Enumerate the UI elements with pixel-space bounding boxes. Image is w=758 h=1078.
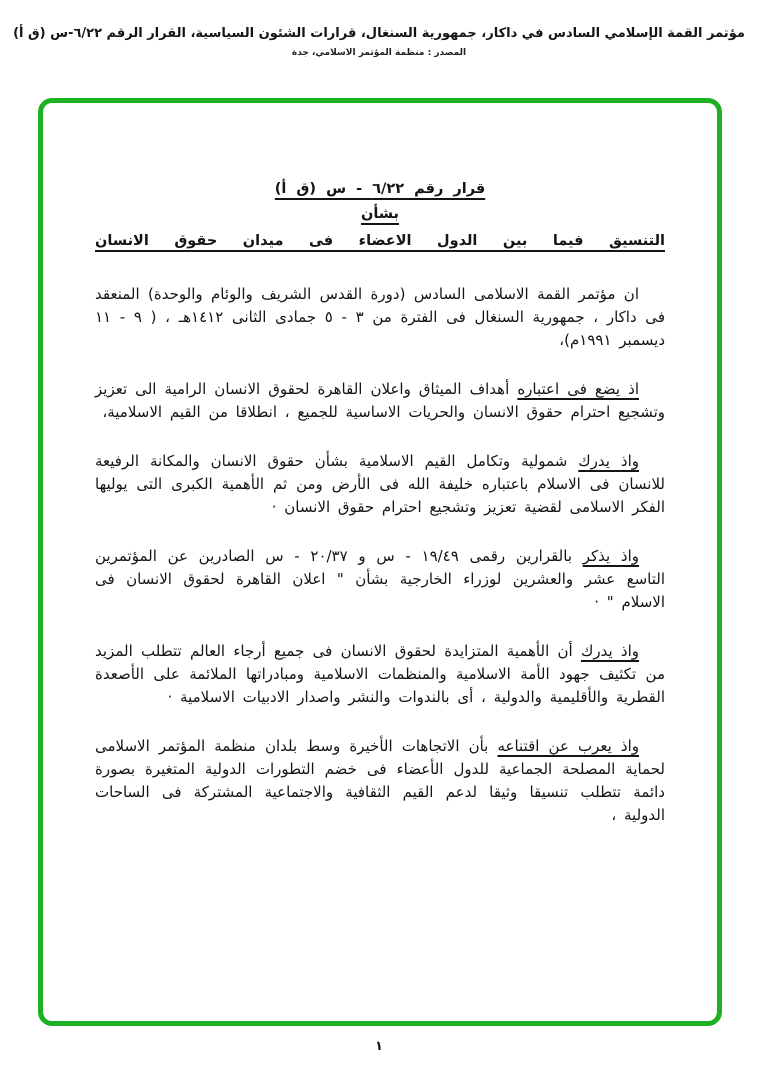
paragraph-preamble-3 [95, 450, 665, 519]
title-concerning-line [95, 206, 665, 222]
resolution-number-line [95, 181, 665, 197]
green-border-frame [38, 98, 722, 1026]
paragraph-5-text: أن الأهمية المتزايدة لحقوق الانسان فى جميع أرجاء العالم تتطلب المزيد من تكثيف جهود الأمة الاسلامية والمنظمات الاسلامية ومبادراتها الملائمة على الأصعدة القطرية والأقليمية والدولية ، أى بالندوات والنشر واصدار الادبيات الاسلامية · [95, 642, 665, 706]
paragraph-preamble-4 [95, 545, 665, 614]
header-citation: مؤتمر القمة الإسلامي السادس في داكار، جمهورية السنغال، قرارات الشئون السياسية، القرار الرقم ٦/٢٢-س (ق أ) [13, 26, 745, 41]
paragraph-preamble-2 [95, 378, 665, 424]
paragraph-1-text: ان مؤتمر القمة الاسلامى السادس (دورة القدس الشريف والوئام والوحدة) المنعقد فى داكار ، جمهورية السنغال فى الفترة من ٣ - ٥ جمادى الثانى ١٤١٢هـ ، ( ٩ - ١١ ديسمبر ١٩٩١م)، [95, 285, 665, 349]
paragraph-6-lead: واذ يعرب عن اقتناعه [497, 737, 639, 755]
paragraph-2-text: أهداف الميثاق واعلان القاهرة لحقوق الانسان الرامية الى تعزيز وتشجيع احترام حقوق الانسان والحريات الاساسية للجميع ، انطلاقا من القيم الاسلامية، [95, 380, 665, 421]
resolution-title-block [95, 181, 665, 249]
paragraph-4-lead: واذ يذكر [582, 547, 640, 565]
paragraph-preamble-1 [95, 283, 665, 352]
paragraph-5-lead: واذ يدرك [580, 642, 640, 660]
paragraph-2-lead: اذ يضع فى اعتباره [517, 380, 639, 398]
paragraph-3-text: شمولية وتكامل القيم الاسلامية بشأن حقوق الانسان والمكانة الرفيعة للانسان فى الاسلام باعتباره خليفة الله فى الأرض ومن ثم الأهمية الكبرى التى يوليها الفكر الاسلامى لقضية تعزيز وتشجيع احترام حقوق الانسان · [95, 452, 665, 516]
paragraph-3-lead: واذ يدرك [578, 452, 639, 470]
paragraph-4-text: بالقرارين رقمى ١٩/٤٩ - س و ٢٠/٣٧ - س الصادرين عن المؤتمرين التاسع عشر والعشرين لوزراء الخارجية بشأن " اعلان القاهرة لحقوق الانسان فى الاسلام " · [95, 547, 665, 611]
page-number: ١ [375, 1039, 383, 1054]
paragraph-preamble-5 [95, 640, 665, 709]
paragraph-6-text: بأن الاتجاهات الأخيرة وسط بلدان منظمة المؤتمر الاسلامى لحماية المصلحة الجماعية للدول الأعضاء فى خضم التطورات الدولية المتغيرة بصورة دائمة تتطلب تنسيقا وثيقا لدعم القيم الثقافية والاجتماعية المشتركة فى الساحات الدولية ، [95, 737, 665, 824]
resolution-number: قرار رقم ٦/٢٢ - س (ق أ) [274, 181, 486, 197]
title-concerning: بشأن [360, 206, 400, 222]
resolution-body [95, 283, 665, 827]
title-subject-line: التنسيق فيما بين الدول الاعضاء فى ميدان حقوق الانسان [95, 233, 665, 249]
header-source: المصدر : منظمة المؤتمر الاسلامي، جدة [291, 48, 467, 58]
document-header [0, 26, 758, 58]
paragraph-preamble-6 [95, 735, 665, 827]
